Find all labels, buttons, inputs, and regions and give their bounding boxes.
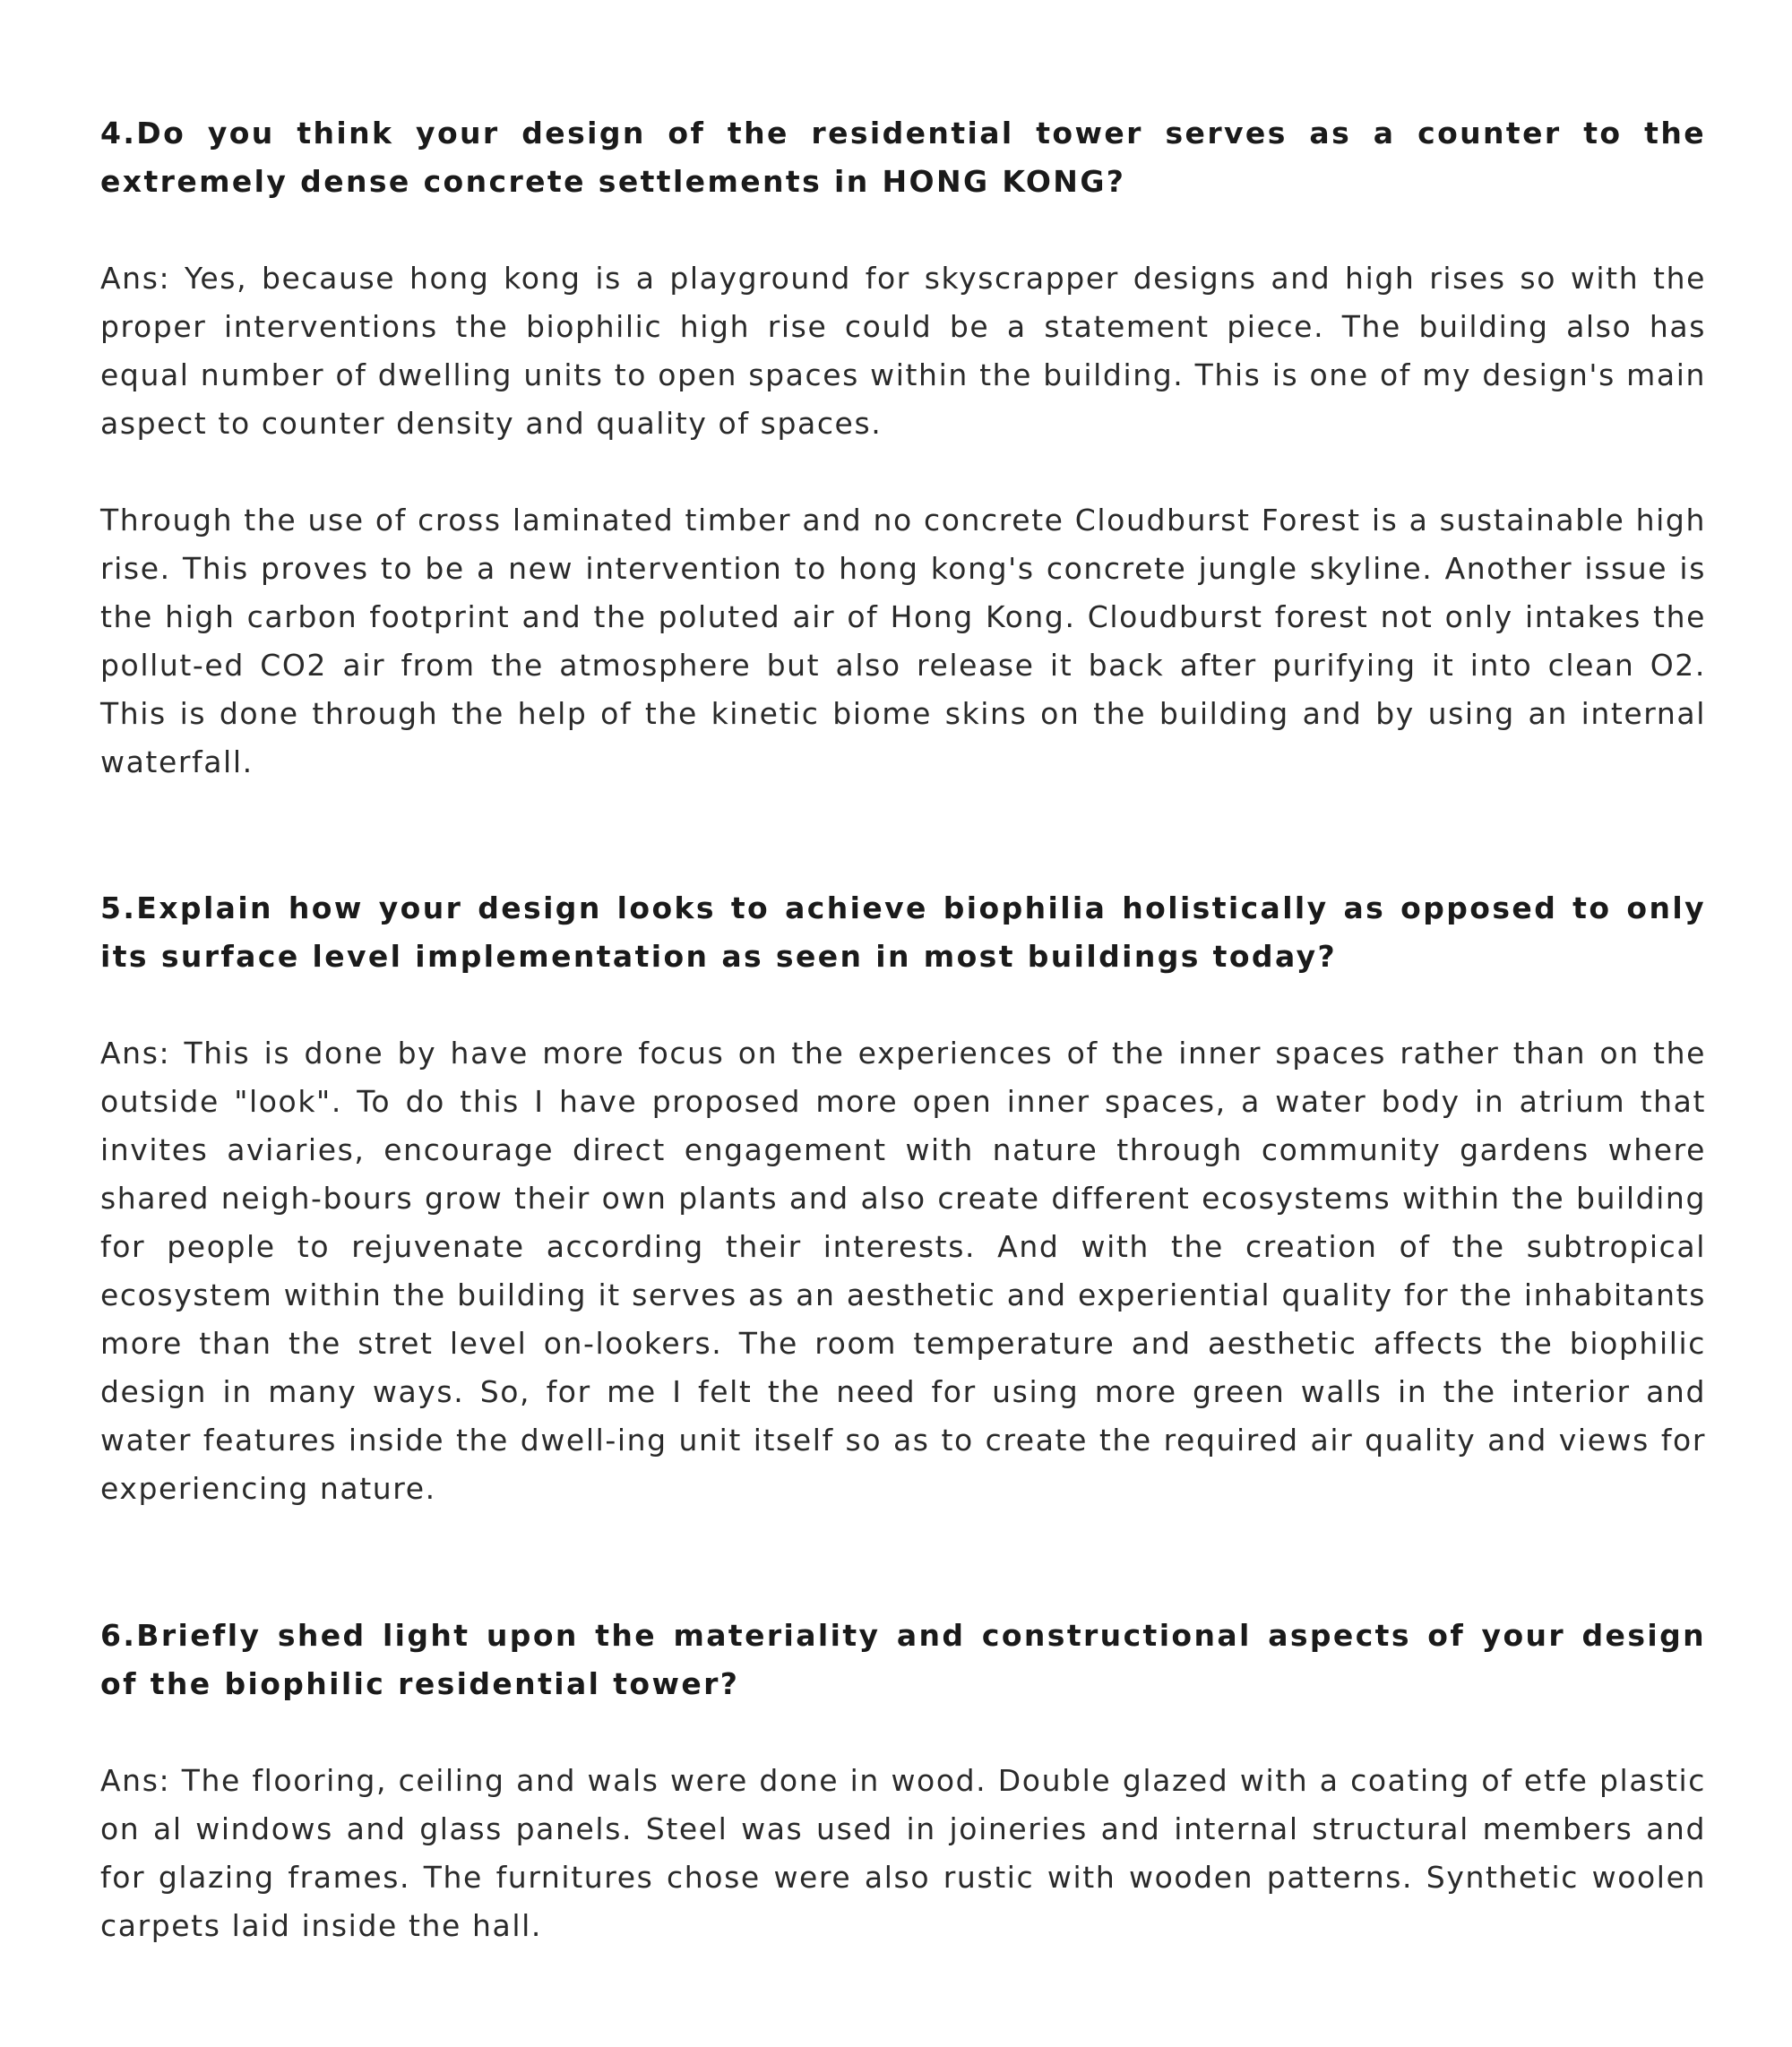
answer-4-paragraph-2: Through the use of cross laminated timber and no concrete Cloudburst Forest is a sustainable high rise. This proves to be a new intervention to hong kong's concrete jungle skyline. Another issue is the high carbon footprint and the poluted air of Hong Kong. Cloudburst forest not only intakes the pollut-ed CO2 air from the atmosphere but also release it back after purifying it into clean O2. This is done through the help of the kinetic biome skins on the building and by using an internal waterfall.: [100, 503, 1706, 779]
question-section-6: [100, 1612, 1706, 1950]
answer-4-paragraph-1: Ans: Yes, because hong kong is a playground for skyscrapper designs and high rises so with the proper interventions the biophilic high rise could be a statement piece. The building also has equal number of dwelling units to open spaces within the building. This is one of my design's main aspect to counter density and quality of spaces.: [100, 261, 1706, 441]
question-section-4: [100, 109, 1706, 787]
question-section-5: [100, 884, 1706, 1513]
answer-5-paragraph-1: Ans: This is done by have more focus on the experiences of the inner spaces rather than on the outside "look". To do this I have proposed more open inner spaces, a water body in atrium that invites aviaries, encourage direct engagement with nature through community gardens where shared neigh-bours grow their own plants and also create different ecosystems within the building for people to rejuvenate according their interests. And with the creation of the subtropical ecosystem within the building it serves as an aesthetic and experiential quality for the inhabitants more than the stret level on-lookers. The room temperature and aesthetic affects the biophilic design in many ways. So, for me I felt the need for using more green walls in the interior and water features inside the dwell-ing unit itself so as to create the required air quality and views for experiencing nature.: [100, 1036, 1706, 1506]
question-4-heading: 4.Do you think your design of the residential tower serves as a counter to the extremely dense concrete settlements in HONG KONG?: [100, 116, 1706, 199]
question-6-heading: 6.Briefly shed light upon the materiality and constructional aspects of your design of the biophilic residential tower?: [100, 1618, 1706, 1701]
answer-6-paragraph-1: Ans: The flooring, ceiling and wals were done in wood. Double glazed with a coating of etfe plastic on al windows and glass panels. Steel was used in joineries and internal structural members and for glazing frames. The furnitures chose were also rustic with wooden patterns. Synthetic woolen carpets laid inside the hall.: [100, 1763, 1706, 1943]
question-5-heading: 5.Explain how your design looks to achieve biophilia holistically as opposed to only its surface level implementation as seen in most buildings today?: [100, 890, 1706, 974]
